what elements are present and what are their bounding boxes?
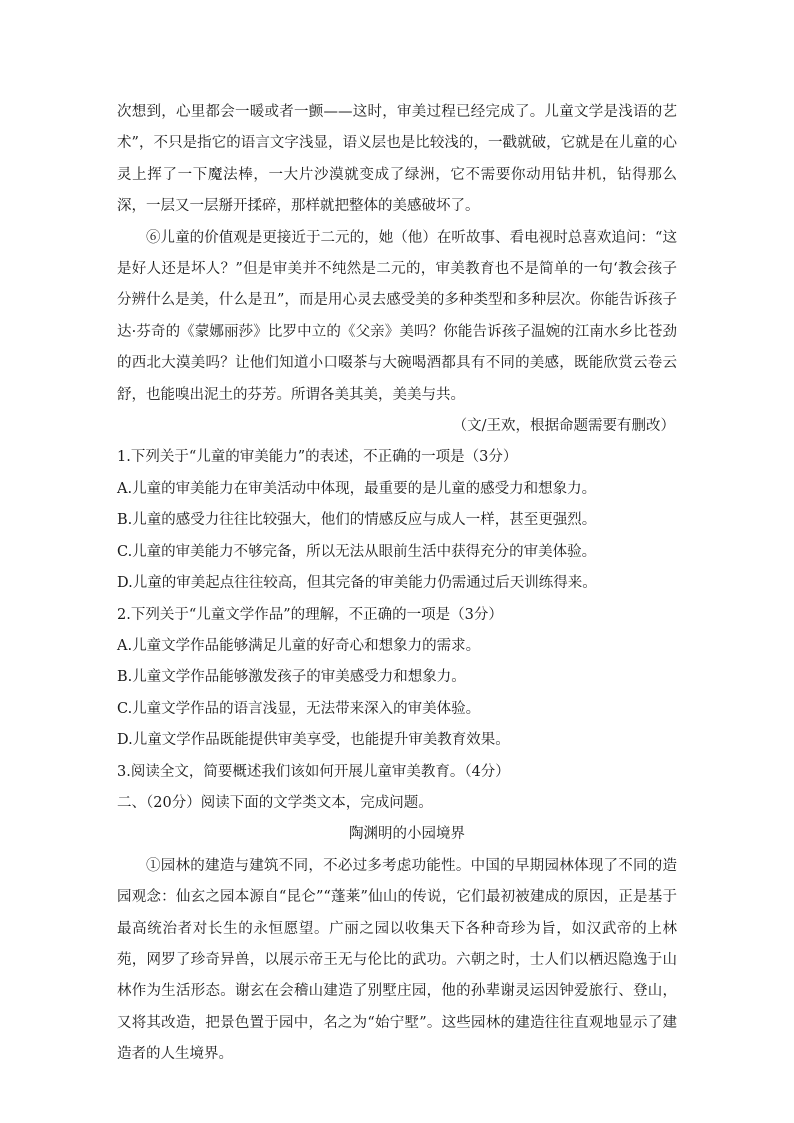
question-2-option-b: B.儿童文学作品能够激发孩子的审美感受力和想象力。 <box>117 669 466 686</box>
question-2-option-d: D.儿童文学作品既能提供审美享受，也能提升审美教育效果。 <box>117 732 510 749</box>
passage-paragraph-6: ⑥儿童的价值观是更接近于二元的，她（他）在听故事、看电视时总喜欢追问：“这是好人还是坏人？”但是审美并不纯然是二元的，审美教育也不是简单的一句‘教会孩子分辨什么是美，什么是丑”，而是用心灵去感受美的多种类型和多种层次。你能告诉孩子达·芬奇的《蒙娜丽莎》比罗中立的《父亲》美吗？你能告诉孩子温婉的江南水乡比苍劲的西北大漠美吗？让他们知道小口啜茶与大碗喝酒都具有不同的美感，既能欣赏云卷云舒，也能嗅出泥土的芬芳。所谓各美其美，美美与共。 <box>117 229 677 403</box>
question-3-stem: 3.阅读全文，简要概述我们该如何开展儿童审美教育。（4分） <box>117 763 510 780</box>
section-2-heading: 二、（20分）阅读下面的文学类文本，完成问题。 <box>117 794 433 811</box>
article-paragraph-1: ①园林的建造与建筑不同，不必过多考虑功能性。中国的早期园林体现了不同的造园观念：仙玄之园本源自“昆仑”“蓬莱”仙山的传说，它们最初被建成的原因，正是基于最高统治者对长生的永恒愿望。广丽之园以收集天下各种奇珍为旨，如汉武帝的上林苑，网罗了珍奇异兽，以展示帝王无与伦比的武功。六朝之时，士人们以栖迟隐逸于山林作为生活形态。谢玄在会稽山建造了别墅庄园，他的孙辈谢灵运因钟爱旅行、登山，又将其改造，把景色置于园中，名之为“始宁墅”。这些园林的建造往往直观地显示了建造者的人生境界。 <box>117 857 677 1063</box>
question-2-option-a: A.儿童文学作品能够满足儿童的好奇心和想象力的需求。 <box>117 637 481 654</box>
document-page <box>117 97 677 1071</box>
question-2-option-c: C.儿童文学作品的语言浅显，无法带来深入的审美体验。 <box>117 700 481 717</box>
passage-source: （文/王欢，根据命题需要有删改） <box>452 418 675 435</box>
question-2-stem: 2.下列关于“儿童文学作品”的理解，不正确的一项是（3分） <box>117 606 503 623</box>
question-1-option-b: B.儿童的感受力往往比较强大，他们的情感反应与成人一样，甚至更强烈。 <box>117 512 597 529</box>
question-1-stem: 1.下列关于“儿童的审美能力”的表述，不正确的一项是（3分） <box>117 449 518 466</box>
passage-paragraph-5-continued: 次想到，心里都会一暖或者一颤——这时，审美过程已经完成了。儿童文学是浅语的艺术”，不只是指它的语言文字浅显，语义层也是比较浅的，一戳就破，它就是在儿童的心灵上挥了一下魔法棒，一大片沙漠就变成了绿洲，它不需要你动用钻井机，钻得那么深，一层又一层掰开揉碎，那样就把整体的美感破坏了。 <box>117 104 677 215</box>
question-1-option-d: D.儿童的审美起点往往较高，但其完备的审美能力仍需通过后天训练得来。 <box>117 575 597 592</box>
question-1-option-a: A.儿童的审美能力在审美活动中体现，最重要的是儿童的感受力和想象力。 <box>117 480 597 497</box>
article-title: 陶渊明的小园境界 <box>349 826 465 843</box>
question-1-option-c: C.儿童的审美能力不够完备，所以无法从眼前生活中获得充分的审美体验。 <box>117 543 597 560</box>
